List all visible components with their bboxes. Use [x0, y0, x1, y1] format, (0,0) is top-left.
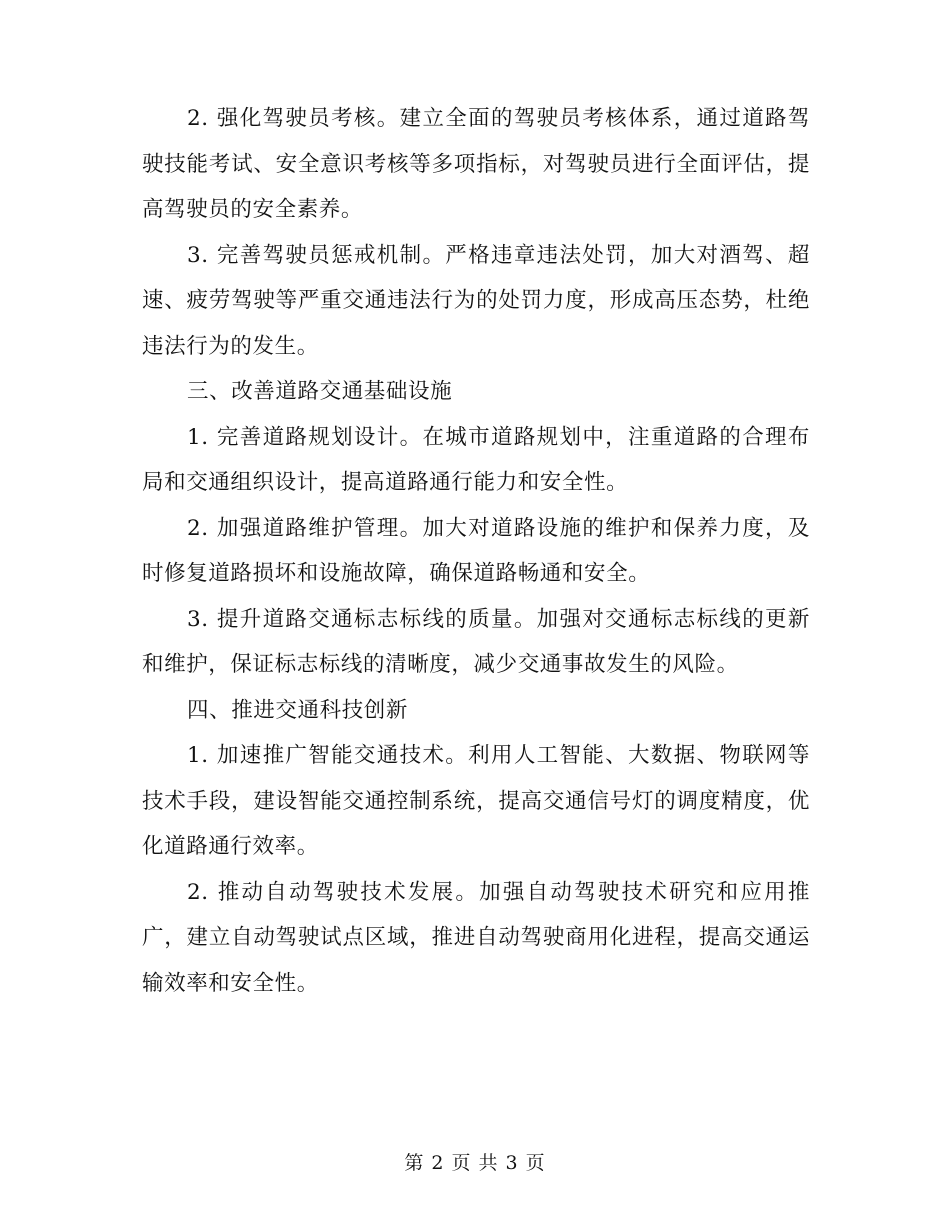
- section-heading: 四、推进交通科技创新: [187, 697, 409, 723]
- paragraph-item: 3. 提升道路交通标志标线的质量。加强对交通标志标线的更新和维护，保证标志标线的清晰度，减少交通事故发生的风险。: [142, 606, 810, 677]
- page-footer: 第 2 页 共 3 页: [404, 1152, 546, 1174]
- paragraph-item: 1. 加速推广智能交通技术。利用人工智能、大数据、物联网等技术手段，建设智能交通控制系统，提高交通信号灯的调度精度，优化道路通行效率。: [142, 743, 810, 859]
- document-body: [142, 96, 810, 1006]
- paragraph-item: 2. 强化驾驶员考核。建立全面的驾驶员考核体系，通过道路驾驶技能考试、安全意识考核等多项指标，对驾驶员进行全面评估，提高驾驶员的安全素养。: [142, 106, 810, 222]
- section-heading: 三、改善道路交通基础设施: [187, 379, 453, 404]
- paragraph-item: 2. 推动自动驾驶技术发展。加强自动驾驶技术研究和应用推广，建立自动驾驶试点区域，推进自动驾驶商用化进程，提高交通运输效率和安全性。: [142, 879, 810, 996]
- paragraph-item: 1. 完善道路规划设计。在城市道路规划中，注重道路的合理布局和交通组织设计，提高道路通行能力和安全性。: [142, 424, 810, 495]
- paragraph-item: 2. 加强道路维护管理。加大对道路设施的维护和保养力度，及时修复道路损坏和设施故障，确保道路畅通和安全。: [142, 515, 810, 586]
- paragraph-item: 3. 完善驾驶员惩戒机制。严格违章违法处罚，加大对酒驾、超速、疲劳驾驶等严重交通违法行为的处罚力度，形成高压态势，杜绝违法行为的发生。: [142, 242, 810, 359]
